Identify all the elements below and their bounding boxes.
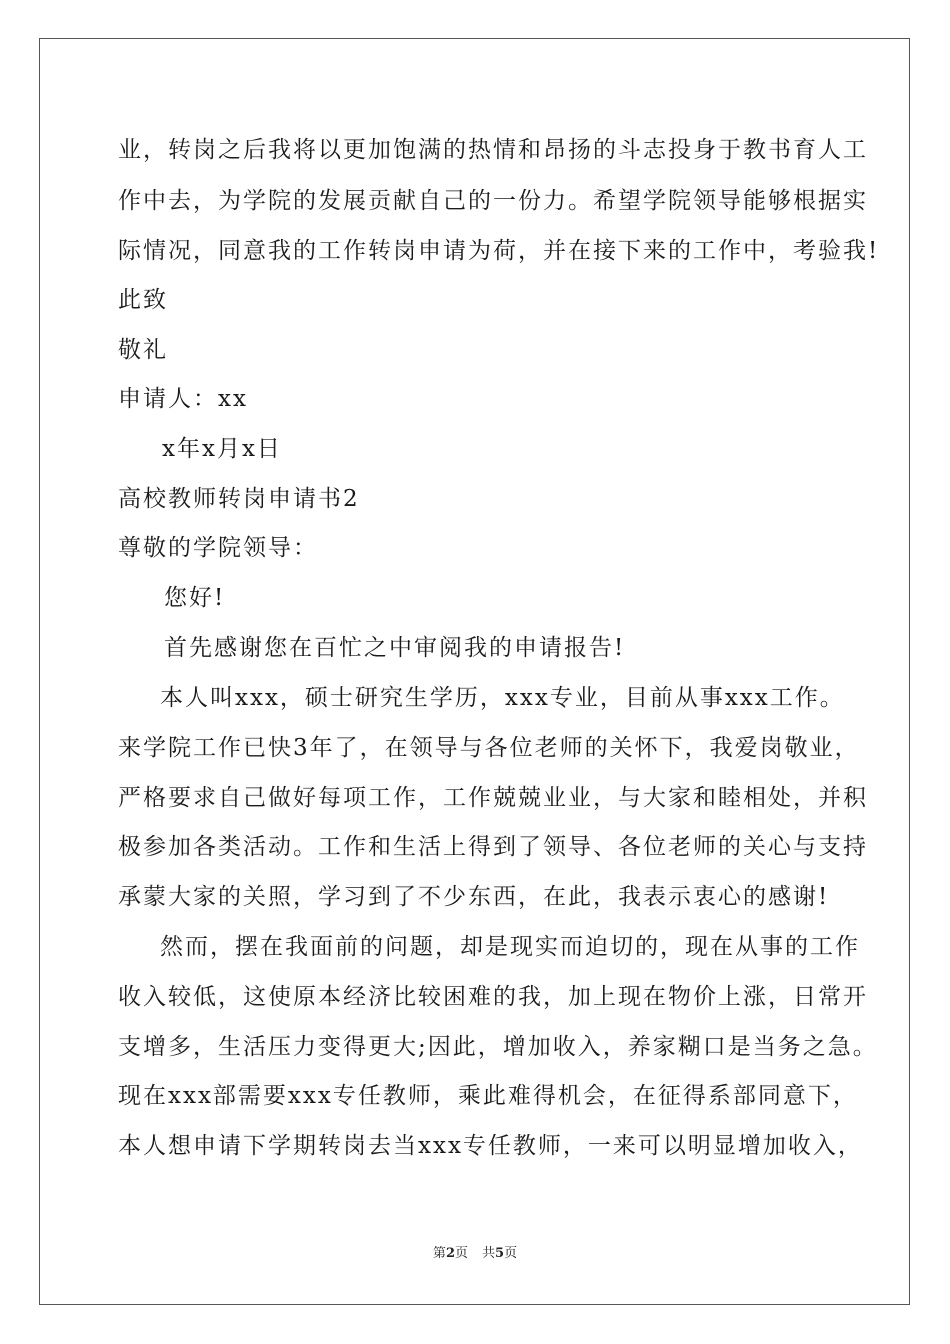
body-line: 支增多，生活压力变得更大;因此，增加收入，养家糊口是当务之急。 (118, 1034, 878, 1060)
total-pages-prefix: 共 (482, 1246, 496, 1261)
closing-salutation: 此致 (118, 287, 168, 313)
body-line: 来学院工作已快3年了，在领导与各位老师的关怀下，我爱岗敬业， (118, 735, 860, 761)
total-pages-suffix: 页 (504, 1246, 518, 1261)
page-border (39, 38, 910, 1305)
body-line: 严格要求自己做好每项工作，工作兢兢业业，与大家和睦相处，并积 (118, 785, 868, 811)
body-line: 首先感谢您在百忙之中审阅我的申请报告! (164, 635, 626, 661)
total-pages-count: 5 (495, 1246, 505, 1261)
letter-greeting: 尊敬的学院领导： (118, 535, 318, 561)
body-line: 现在xxx部需要xxx专任教师，乘此难得机会，在征得系部同意下， (118, 1083, 858, 1109)
body-line: 承蒙大家的关照，学习到了不少东西，在此，我表示衷心的感谢! (118, 884, 830, 910)
applicant-signature: 申请人：xx (118, 386, 248, 412)
body-line: 本人叫xxx，硕士研究生学历，xxx专业，目前从事xxx工作。 (160, 685, 845, 711)
section-title: 高校教师转岗申请书2 (118, 486, 360, 512)
closing-regards: 敬礼 (118, 337, 168, 363)
body-line: 极参加各类活动。工作和生活上得到了领导、各位老师的关心与支持 (118, 834, 868, 860)
page-number-current: 2 (445, 1246, 455, 1261)
body-line: 际情况，同意我的工作转岗申请为荷，并在接下来的工作中，考验我! (118, 238, 880, 264)
page-footer (0, 1245, 950, 1263)
body-line: 收入较低，这使原本经济比较困难的我，加上现在物价上涨，日常开 (118, 984, 868, 1010)
letter-hello: 您好! (164, 585, 226, 611)
page-number-suffix: 页 (454, 1246, 468, 1261)
signature-date: x年x月x日 (162, 436, 282, 462)
body-line: 作中去，为学院的发展贡献自己的一份力。希望学院领导能够根据实 (118, 188, 868, 214)
body-line: 本人想申请下学期转岗去当xxx专任教师，一来可以明显增加收入， (118, 1133, 863, 1159)
body-line: 然而，摆在我面前的问题，却是现实而迫切的，现在从事的工作 (160, 934, 860, 960)
page-number-prefix: 第 (432, 1246, 446, 1261)
body-line: 业，转岗之后我将以更加饱满的热情和昂扬的斗志投身于教书育人工 (118, 137, 868, 163)
